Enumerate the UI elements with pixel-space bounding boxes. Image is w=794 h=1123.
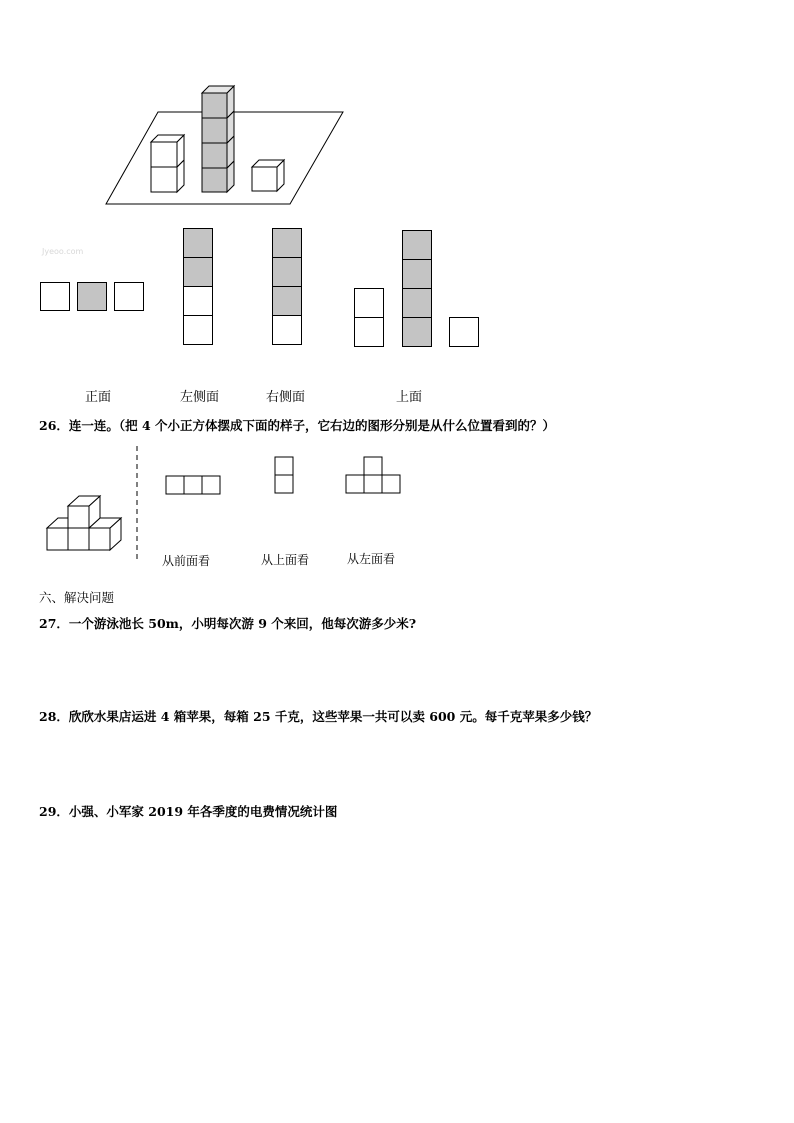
question-26: 26．连一连。（把 4 个小正方体摆成下面的样子，它右边的图形分别是从什么位置看到的？）: [39, 418, 556, 433]
watermark: Jyeoo.com: [42, 247, 84, 256]
q26-label-top: 从上面看: [261, 553, 310, 567]
question-29: 29．小强、小军家 2019 年各季度的电费情况统计图: [39, 804, 338, 819]
view-figure-2: [275, 457, 293, 493]
label-right: 右侧面: [266, 390, 306, 405]
view-figure-3: [346, 457, 400, 493]
question-28: 28．欣欣水果店运进 4 箱苹果，每箱 25 千克，这些苹果一共可以卖 600 元。每千克苹果多少钱？: [39, 709, 598, 724]
question-27: 27．一个游泳池长 50m，小明每次游 9 个来回，他每次游多少米?: [39, 616, 417, 631]
label-left: 左侧面: [180, 390, 220, 405]
view-figure-1: [166, 476, 220, 494]
label-top: 上面: [396, 390, 423, 405]
q26-label-left: 从左面看: [347, 552, 396, 566]
q26-label-front: 从前面看: [162, 554, 211, 568]
section-6-title: 六、解决问题: [39, 590, 115, 605]
label-front: 正面: [85, 390, 112, 405]
